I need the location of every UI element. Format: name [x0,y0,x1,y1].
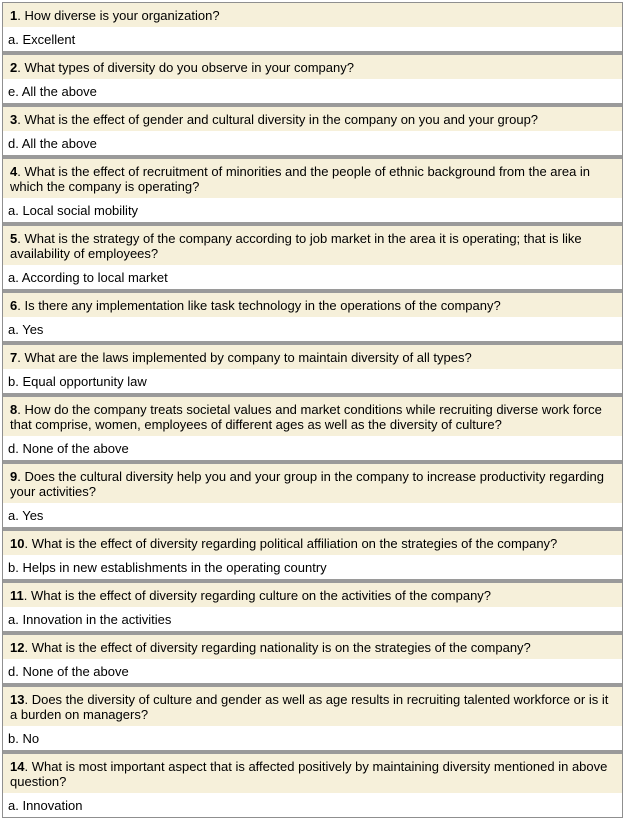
question-number-suffix: . [24,640,32,655]
question-number: 7 [10,350,18,365]
question-number: 11 [10,588,24,603]
question-text: Does the diversity of culture and gender as well as age results in recruiting talented workforce or is it a burden on managers? [10,692,609,722]
question-text: What is the effect of gender and cultural diversity in the company on you and your group? [24,112,539,127]
qa-block [3,750,622,817]
question-number: 14 [10,759,25,774]
question-text: What is the effect of diversity regarding political affiliation on the strategies of the company? [31,536,558,551]
answer-text: a. Excellent [8,32,76,47]
answer-text: a. Yes [8,508,44,523]
question-number: 13 [10,692,25,707]
question-number-suffix: . [17,298,25,313]
question-row [3,531,622,555]
question-number-suffix: . [24,759,32,774]
answer-text: b. No [8,731,40,746]
question-text: What is most important aspect that is affected positively by maintaining diversity mentioned in above question? [10,759,608,789]
question-text: What are the laws implemented by company to maintain diversity of all types? [24,350,472,365]
answer-text: b. Helps in new establishments in the operating country [8,560,327,575]
answer-row [3,659,622,683]
question-text: How diverse is your organization? [24,8,220,23]
question-number-suffix: . [17,350,25,365]
question-number-suffix: . [17,8,25,23]
answer-text: d. None of the above [8,441,129,456]
answer-row [3,555,622,579]
question-text: What is the effect of diversity regarding culture on the activities of the company? [30,588,492,603]
qa-block [3,631,622,683]
answer-row [3,198,622,222]
question-number-suffix: . [17,402,25,417]
question-row [3,107,622,131]
qa-block [3,289,622,341]
answer-row [3,265,622,289]
question-number: 12 [10,640,25,655]
question-text: What types of diversity do you observe in your company? [24,60,354,75]
answer-row [3,317,622,341]
question-row [3,687,622,726]
question-row [3,55,622,79]
questionnaire-table [2,2,623,818]
question-row [3,635,622,659]
question-row [3,3,622,27]
question-number-suffix: . [24,536,32,551]
question-number: 8 [10,402,18,417]
question-number: 10 [10,536,25,551]
answer-text: a. Innovation [8,798,83,813]
question-text: How do the company treats societal values and market conditions while recruiting diverse work force that comprise, women, employees of different ages as well as the diversity of culture? [10,402,602,432]
question-text: Does the cultural diversity help you and your group in the company to increase productivity regarding your activities? [10,469,605,499]
answer-row [3,131,622,155]
question-number: 2 [10,60,18,75]
answer-text: d. None of the above [8,664,129,679]
qa-block [3,222,622,289]
qa-block [3,155,622,222]
answer-text: a. Local social mobility [8,203,139,218]
answer-text: d. All the above [8,136,97,151]
question-number: 4 [10,164,18,179]
question-row [3,159,622,198]
answer-text: a. Yes [8,322,44,337]
question-number-suffix: . [17,60,25,75]
question-number: 9 [10,469,18,484]
question-number: 1 [10,8,18,23]
question-row [3,583,622,607]
question-row [3,293,622,317]
answer-row [3,79,622,103]
qa-block [3,393,622,460]
question-number: 5 [10,231,18,246]
question-row [3,397,622,436]
question-text: What is the effect of recruitment of minorities and the people of ethnic background from the area in which the company is operating? [10,164,591,194]
answer-row [3,607,622,631]
answer-text: e. All the above [8,84,97,99]
question-row [3,345,622,369]
question-number-suffix: . [24,692,32,707]
qa-block [3,683,622,750]
qa-block [3,579,622,631]
question-row [3,754,622,793]
answer-row [3,503,622,527]
question-number-suffix: . [17,469,25,484]
answer-row [3,726,622,750]
question-number: 3 [10,112,18,127]
answer-row [3,27,622,51]
question-number: 6 [10,298,18,313]
question-number-suffix: . [17,164,25,179]
question-row [3,464,622,503]
answer-row [3,436,622,460]
answer-row [3,793,622,817]
qa-block [3,527,622,579]
question-text: What is the effect of diversity regarding nationality is on the strategies of the company? [31,640,531,655]
question-number-suffix: . [23,588,31,603]
answer-text: b. Equal opportunity law [8,374,147,389]
question-text: What is the strategy of the company according to job market in the area it is operating; that is like availability of employees? [10,231,582,261]
question-number-suffix: . [17,112,25,127]
answer-row [3,369,622,393]
qa-block [3,3,622,51]
qa-block [3,103,622,155]
qa-block [3,460,622,527]
qa-block [3,341,622,393]
question-row [3,226,622,265]
question-text: Is there any implementation like task technology in the operations of the company? [24,298,501,313]
question-number-suffix: . [17,231,25,246]
answer-text: a. Innovation in the activities [8,612,172,627]
qa-block [3,51,622,103]
answer-text: a. According to local market [8,270,168,285]
